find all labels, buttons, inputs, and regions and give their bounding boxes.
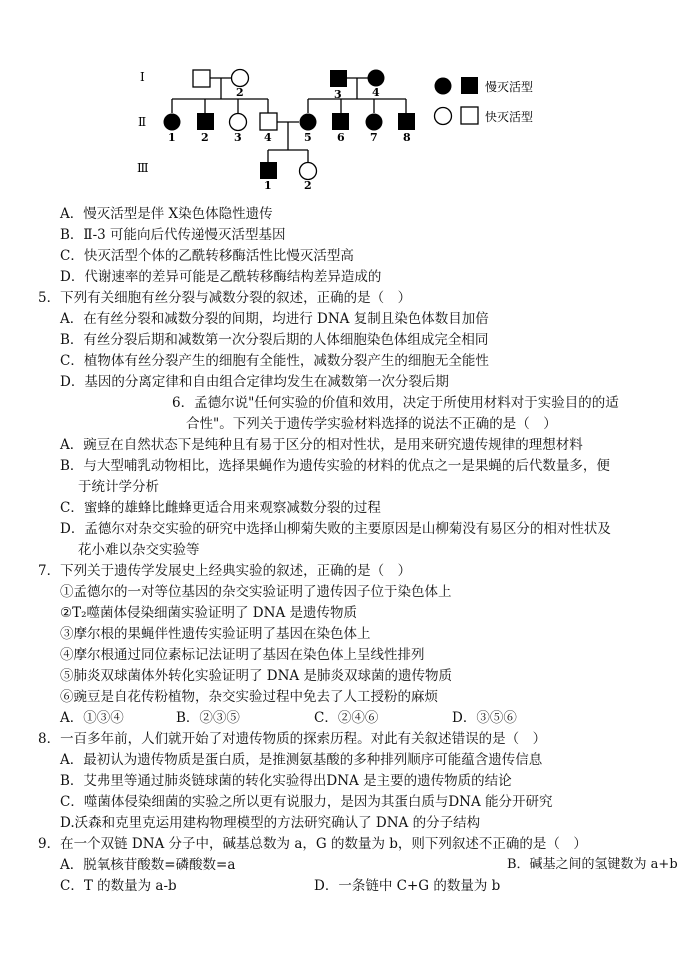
q4-option-b: B．Ⅱ-3 可能向后代传递慢灭活型基因 [60, 227, 286, 243]
q5-option-a: A．在有丝分裂和减数分裂的间期，均进行 DNA 复制且染色体数目加倍 [60, 311, 489, 327]
q9-option-b: B．碱基之间的氢键数为 a+b [507, 857, 678, 872]
pedigree-number: 1 [168, 131, 176, 144]
pedigree-female-slow [368, 70, 385, 87]
pedigree-number: 2 [304, 179, 312, 192]
q6-option-d-line2: 花小难以杂交实验等 [78, 542, 200, 558]
pedigree-number: 4 [264, 131, 272, 144]
pedigree-female-fast [300, 163, 317, 180]
q9-option-d: D．一条链中 C+G 的数量为 b [314, 878, 501, 894]
pedigree-male-slow [330, 70, 347, 87]
q7-statement-6: ⑥豌豆是自花传粉植物，杂交实验过程中免去了人工授粉的麻烦 [60, 689, 438, 705]
pedigree-number: 3 [234, 131, 242, 144]
q5-option-c: C．植物体有丝分裂产生的细胞有全能性，减数分裂产生的细胞无全能性 [60, 353, 489, 369]
q8-stem: 8．一百多年前，人们就开始了对遗传物质的探索历程。对此有关叙述错误的是（ ） [38, 731, 547, 747]
pedigree-female-slow [164, 114, 181, 131]
pedigree-number: 1 [264, 179, 272, 192]
q7-option-a: A．①③④ [60, 710, 124, 726]
q7-statement-3: ③摩尔根的果蝇伴性遗传实验证明了基因在染色体上 [60, 626, 371, 642]
generation-label: Ⅰ [140, 70, 145, 84]
pedigree-male-slow [332, 113, 349, 130]
legend-slow-female-icon [435, 78, 452, 95]
q6-option-a: A．豌豆在自然状态下是纯种且有易于区分的相对性状，是用来研究遗传规律的理想材料 [60, 437, 583, 453]
pedigree-female-slow [366, 114, 383, 131]
pedigree-female-slow [300, 114, 317, 131]
pedigree-number: 6 [337, 131, 345, 144]
legend-fast-male-icon [461, 107, 478, 124]
pedigree-female-fast [230, 114, 247, 131]
pedigree-male-slow [398, 113, 415, 130]
pedigree-male-slow [197, 113, 214, 130]
q6-option-b-line2: 于统计学分析 [78, 479, 159, 495]
legend-slow-label: 慢灭活型 [485, 80, 534, 94]
pedigree-number: 8 [403, 131, 411, 144]
pedigree-number: 2 [201, 131, 209, 144]
q7-statement-5: ⑤肺炎双球菌体外转化实验证明了 DNA 是肺炎双球菌的遗传物质 [60, 668, 452, 684]
q7-statement-1: ①孟德尔的一对等位基因的杂交实验证明了遗传因子位于染色体上 [60, 584, 452, 600]
q5-option-d: D．基因的分离定律和自由组合定律均发生在减数第一次分裂后期 [60, 374, 449, 390]
pedigree-number: 4 [372, 86, 380, 99]
pedigree-number: 7 [370, 131, 378, 144]
pedigree-male-fast [260, 113, 277, 130]
q6-stem-line2: 合性"。下列关于遗传学实验材料选择的说法不正确的是（ ） [186, 416, 557, 432]
pedigree-female-fast [232, 70, 249, 87]
q8-option-d: D.沃森和克里克运用建构物理模型的方法研究确认了 DNA 的分子结构 [60, 815, 481, 831]
pedigree-chart [0, 0, 688, 200]
q8-option-a: A．最初认为遗传物质是蛋白质，是推测氨基酸的多种排列顺序可能蕴含遗传信息 [60, 752, 543, 768]
q7-statement-4: ④摩尔根通过同位素标记法证明了基因在染色体上呈线性排列 [60, 647, 425, 663]
pedigree-number: 2 [236, 86, 244, 99]
q7-option-d: D．③⑤⑥ [452, 710, 517, 726]
q5-stem: 5．下列有关细胞有丝分裂与减数分裂的叙述，正确的是（ ） [38, 290, 412, 306]
q4-option-a: A．慢灭活型是伴 X染色体隐性遗传 [60, 206, 273, 222]
pedigree-male-slow [260, 162, 277, 179]
q8-option-c: C．噬菌体侵染细菌的实验之所以更有说服力，是因为其蛋白质与DNA 能分开研究 [60, 794, 553, 810]
pedigree-number: 5 [304, 131, 312, 144]
generation-label: Ⅱ [138, 115, 147, 129]
pedigree-legend [435, 77, 534, 125]
q4-option-d: D．代谢速率的差异可能是乙酰转移酶结构差异造成的 [60, 269, 382, 285]
q9-option-a: A．脱氧核苷酸数=磷酸数=a [60, 857, 236, 873]
q9-stem: 9．在一个双链 DNA 分子中，碱基总数为 a，G 的数量为 b，则下列叙述不正确的是（ ） [38, 836, 587, 852]
generation-label: Ⅲ [137, 161, 149, 175]
q6-option-b-line1: B．与大型哺乳动物相比，选择果蝇作为遗传实验的材料的优点之一是果蝇的后代数量多，便 [60, 458, 610, 474]
pedigree-number: 3 [334, 88, 342, 101]
q9-option-c: C．T 的数量为 a-b [60, 878, 177, 894]
q7-option-b: B．②③⑤ [176, 710, 240, 726]
legend-slow-male-icon [461, 77, 478, 94]
q8-option-b: B．艾弗里等通过肺炎链球菌的转化实验得出DNA 是主要的遗传物质的结论 [60, 773, 512, 789]
q7-option-c: C．②④⑥ [314, 710, 379, 726]
legend-fast-female-icon [435, 108, 452, 125]
q7-statement-2: ②T₂噬菌体侵染细菌实验证明了 DNA 是遗传物质 [60, 605, 357, 621]
q4-option-c: C．快灭活型个体的乙酰转移酶活性比慢灭活型高 [60, 248, 354, 264]
legend-fast-label: 快灭活型 [485, 110, 534, 124]
q6-option-c: C．蜜蜂的雄蜂比雌蜂更适合用来观察减数分裂的过程 [60, 500, 381, 516]
q7-stem: 7．下列关于遗传学发展史上经典实验的叙述，正确的是（ ） [38, 563, 412, 579]
q6-option-d-line1: D．孟德尔对杂交实验的研究中选择山柳菊失败的主要原因是山柳菊没有易区分的相对性状及 [60, 521, 611, 537]
pedigree-male-fast [193, 70, 210, 87]
q6-stem-line1: 6．孟德尔说"任何实验的价值和效用，决定于所使用材料对于实验目的的适 [172, 395, 619, 411]
q5-option-b: B．有丝分裂后期和减数第一次分裂后期的人体细胞染色体组成完全相同 [60, 332, 489, 348]
